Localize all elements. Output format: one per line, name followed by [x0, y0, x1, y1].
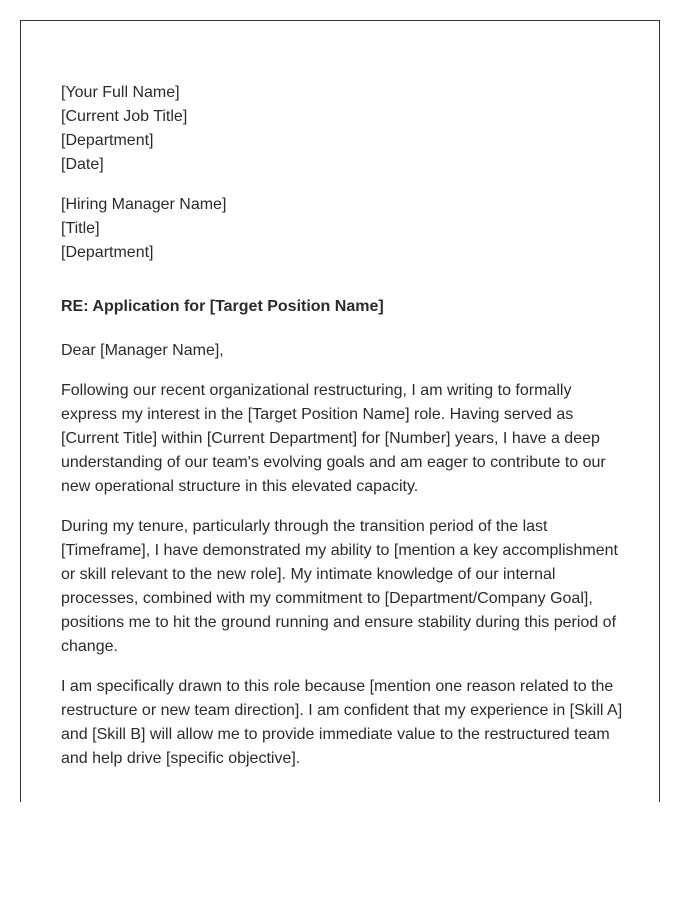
letter-content [61, 81, 626, 771]
sender-name: [Your Full Name] [61, 84, 180, 101]
letter-date: [Date] [61, 156, 104, 173]
sender-department: [Department] [61, 132, 154, 149]
sender-job-title: [Current Job Title] [61, 108, 188, 125]
body-paragraph-3: I am specifically drawn to this role because [mention one reason related to the restructure or new team direction]. I am confident that my experience in [Skill A] and [Skill B] will allow me to provide immediate value to the restructured team and help drive [specific objective]. [61, 678, 623, 767]
body-paragraph-2: During my tenure, particularly through the transition period of the last [Timeframe], I have demonstrated my ability to [mention a key accomplishment or skill relevant to the new role]. My intimate knowledge of our internal processes, combined with my commitment to [Department/Company Goal], positions me to hit the ground running and ensure stability during this period of change. [61, 518, 618, 655]
sender-block [61, 81, 626, 177]
recipient-block [61, 193, 626, 265]
recipient-name: [Hiring Manager Name] [61, 196, 227, 213]
body-paragraph-1: Following our recent organizational restructuring, I am writing to formally express my interest in the [Target Position Name] role. Having served as [Current Title] within [Current Department] for [Number] years, I have a deep understanding of our team's evolving goals and am eager to contribute to our new operational structure in this elevated capacity. [61, 382, 606, 495]
salutation: Dear [Manager Name], [61, 342, 224, 359]
recipient-department: [Department] [61, 244, 154, 261]
letter-page [20, 20, 660, 802]
recipient-title: [Title] [61, 220, 100, 237]
subject-line: RE: Application for [Target Position Name] [61, 298, 384, 315]
